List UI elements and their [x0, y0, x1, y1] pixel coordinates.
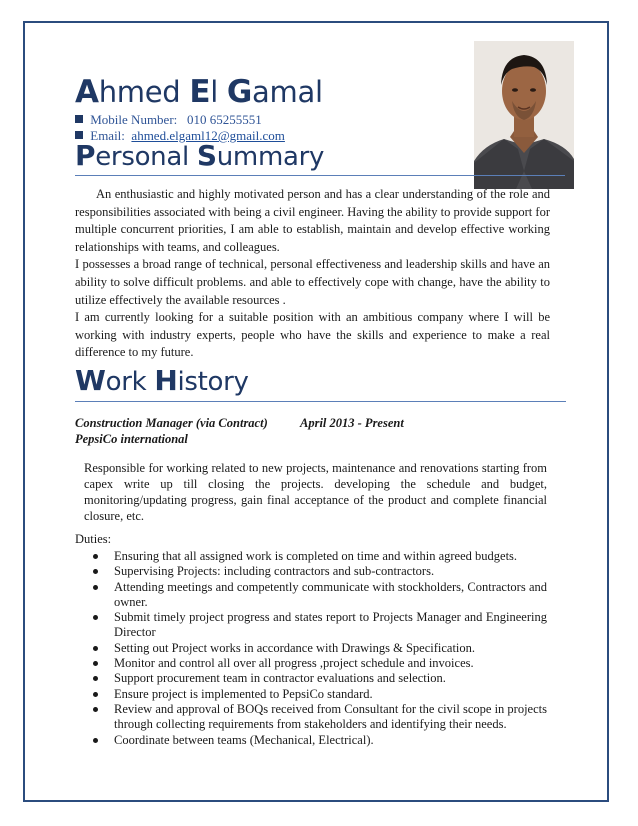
mobile-line: [75, 112, 262, 128]
duty-item: Coordinate between teams (Mechanical, Electrical).: [75, 733, 547, 748]
duty-item: Supervising Projects: including contractors and sub-contractors.: [75, 564, 547, 579]
duties-list: [75, 549, 547, 748]
bullet-square-icon: [75, 115, 83, 123]
duty-item: Support procurement team in contractor evaluations and selection.: [75, 671, 547, 686]
duty-item: Submit timely project progress and states report to Projects Manager and Engineering Director: [75, 610, 547, 641]
personal-summary-rule: [75, 175, 565, 176]
candidate-name: Ahmed El Gamal: [75, 74, 323, 110]
duty-item: Setting out Project works in accordance with Drawings & Specification.: [75, 641, 547, 656]
duty-item: Ensuring that all assigned work is completed on time and within agreed budgets.: [75, 549, 547, 564]
personal-summary-heading: Personal Summary: [75, 139, 325, 172]
email-link[interactable]: ahmed.elgaml12@gmail.com: [131, 128, 285, 143]
personal-summary-text: [75, 186, 550, 362]
duty-item: Review and approval of BOQs received from Consultant for the civil scope in projects through collecting requirements from stakeholders and identifying their needs.: [75, 702, 547, 733]
email-label: Email:: [90, 128, 125, 143]
summary-paragraph: An enthusiastic and highly motivated person and has a clear understanding of the role and responsibilities associated with being a civil engineer. Having the ability to provide support for multiple concurrent priorities, I am able to establish, maintain and develop effective working relationships with teams, and colleagues.: [75, 187, 550, 254]
summary-paragraph: I possesses a broad range of technical, personal effectiveness and leadership skills and have an ability to solve difficult problems. and able to effectively cope with change, have the ability to utilize effectively the available resources .: [75, 257, 550, 307]
job-dates: April 2013 - Present: [300, 416, 404, 430]
mobile-label: Mobile Number:: [90, 112, 178, 127]
job-company: PepsiCo international: [75, 432, 188, 446]
duties-label: Duties:: [75, 532, 112, 546]
profile-photo: [474, 41, 574, 189]
job-description: Responsible for working related to new projects, maintenance and renovations starting from capex write up till closing the projects. developing the schedule and budget, monitoring/updating progress, gain final acceptance of the product and complete financial closure, etc.: [84, 461, 547, 523]
summary-paragraph: I am currently looking for a suitable position with an ambitious company where I will be working with industry experts, people who have the skills and experience to make a real difference to my future.: [75, 310, 550, 360]
duty-item: Ensure project is implemented to PepsiCo standard.: [75, 687, 547, 702]
bullet-square-icon: [75, 131, 83, 139]
work-history-heading: Work History: [75, 364, 249, 397]
job-title: Construction Manager (via Contract): [75, 416, 268, 430]
work-history-rule: [75, 401, 566, 402]
job-header: [75, 416, 404, 431]
mobile-number: 010 65255551: [187, 112, 262, 127]
duty-item: Monitor and control all over all progress ,project schedule and invoices.: [75, 656, 547, 671]
duty-item: Attending meetings and competently communicate with stockholders, Contractors and owner.: [75, 580, 547, 611]
